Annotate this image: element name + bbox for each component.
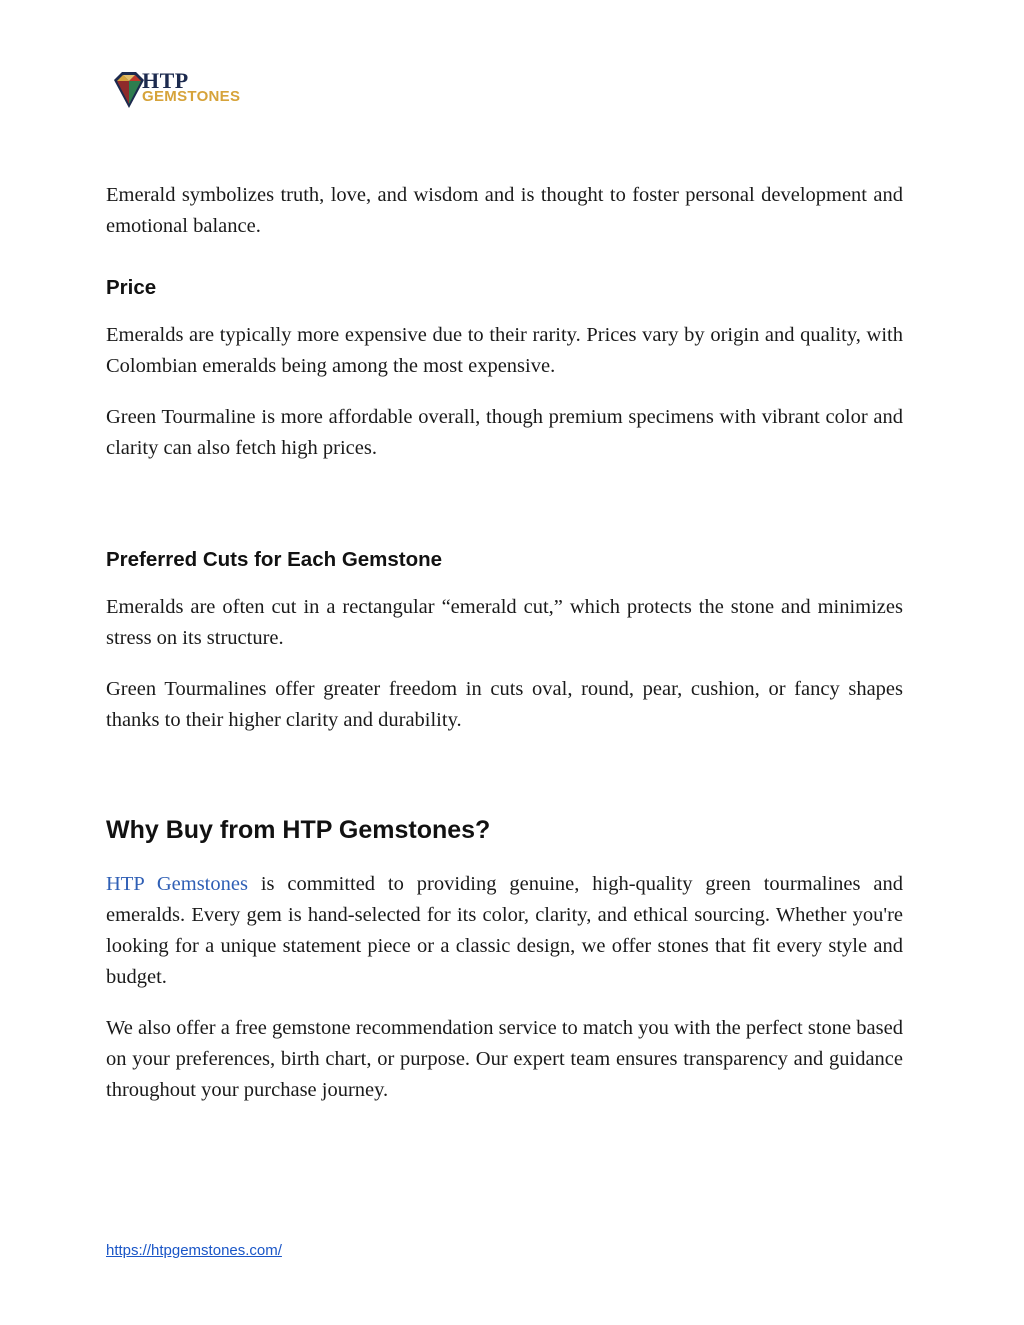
footer-website-link[interactable]: https://htpgemstones.com/ xyxy=(106,1242,282,1259)
cuts-heading: Preferred Cuts for Each Gemstone xyxy=(106,548,443,571)
article-body xyxy=(106,180,903,1106)
why-paragraph-service: We also offer a free gemstone recommendation service to match you with the perfect stone based on your preferences, birth chart, or purpose. Our expert team ensures transparency and guidance throughout your purchase journey. xyxy=(106,1017,903,1101)
cuts-paragraph-tourmaline: Green Tourmalines offer greater freedom in cuts oval, round, pear, cushion, or fancy shapes thanks to their higher clarity and durability. xyxy=(106,678,903,731)
htp-gemstones-link[interactable]: HTP Gemstones xyxy=(106,873,248,895)
why-buy-heading: Why Buy from HTP Gemstones? xyxy=(106,816,491,844)
price-paragraph-emerald: Emeralds are typically more expensive due to their rarity. Prices vary by origin and quality, with Colombian emeralds being among the most expensive. xyxy=(106,324,903,377)
intro-paragraph: Emerald symbolizes truth, love, and wisdom and is thought to foster personal development and emotional balance. xyxy=(106,184,903,237)
logo-text-htp: HTP xyxy=(142,68,189,93)
why-paragraph-text: is committed to providing genuine, high-quality green tourmalines and emeralds. Every gem is hand-selected for its color, clarity, and ethical sourcing. Whether you're looking for a unique statement piece or a classic design, we offer stones that fit every style and budget. xyxy=(106,873,903,988)
htp-gemstones-logo xyxy=(112,70,282,118)
why-paragraph-intro xyxy=(106,869,903,993)
diamond-logo-icon xyxy=(112,70,146,110)
logo-text-gemstones: GEMSTONES xyxy=(142,88,241,105)
price-heading: Price xyxy=(106,276,157,299)
cuts-paragraph-emerald: Emeralds are often cut in a rectangular “emerald cut,” which protects the stone and minimizes stress on its structure. xyxy=(106,596,903,649)
price-paragraph-tourmaline: Green Tourmaline is more affordable overall, though premium specimens with vibrant color and clarity can also fetch high prices. xyxy=(106,406,903,459)
